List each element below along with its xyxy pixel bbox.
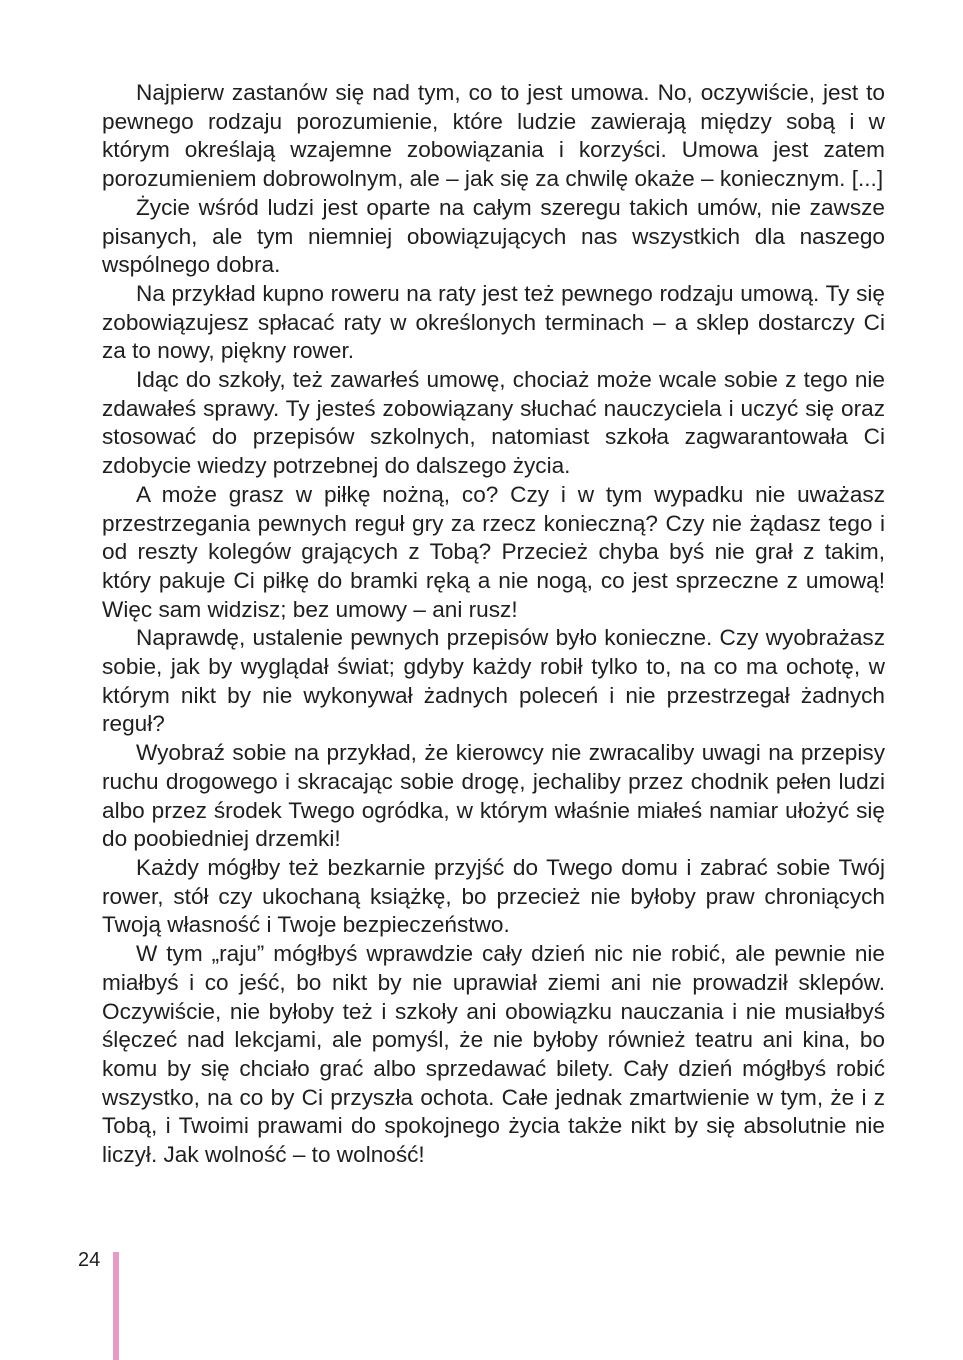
paragraph-5: A może grasz w piłkę nożną, co? Czy i w tym wypadku nie uważasz przestrzegania pewnych reguł gry za rzecz konieczną? Czy nie żądasz tego i od reszty kolegów grających z Tobą? Przecież chyba byś nie grał z takim, który pakuje Ci piłkę do bramki ręką a nie nogą, co jest sprzeczne z umową! Więc sam widzisz; bez umowy – ani rusz! bbox=[102, 481, 885, 622]
paragraph-8: Każdy mógłby też bezkarnie przyjść do Twego domu i zabrać sobie Twój rower, stół czy ukochaną książkę, bo przecież nie byłoby praw chroniących Twoją własność i Twoje bezpieczeństwo. bbox=[102, 854, 885, 938]
paragraph-2: Życie wśród ludzi jest oparte na całym szeregu takich umów, nie zawsze pisanych, ale tym niemniej obowiązujących nas wszystkich dla naszego wspólnego dobra. bbox=[102, 194, 885, 278]
paragraph-7: Wyobraź sobie na przykład, że kierowcy nie zwracaliby uwagi na przepisy ruchu drogowego i skracając sobie drogę, jechaliby przez chodnik pełen ludzi albo przez środek Twego ogródka, w którym właśnie miałeś namiar ułożyć się do poobiedniej drzemki! bbox=[102, 740, 885, 852]
paragraph-1: Najpierw zastanów się nad tym, co to jest umowa. No, oczywiście, jest to pewnego rodzaju porozumienie, które ludzie zawierają między sobą i w którym określają wzajemne zobowiązania i korzyści. Umowa jest zatem porozumieniem dobrowolnym, ale – jak się za chwilę okaże – koniecznym. [...] bbox=[102, 80, 885, 192]
paragraph-3: Na przykład kupno roweru na raty jest też pewnego rodzaju umową. Ty się zobowiązujesz spłacać raty w określonych terminach – a sklep dostarczy Ci za to nowy, piękny rower. bbox=[102, 280, 885, 364]
body-text bbox=[102, 79, 885, 1170]
margin-accent-bar bbox=[113, 1252, 119, 1360]
paragraph-6: Naprawdę, ustalenie pewnych przepisów było konieczne. Czy wyobrażasz sobie, jak by wyglądał świat; gdyby każdy robił tylko to, na co ma ochotę, w którym nikt by nie wykonywał żadnych poleceń i nie przestrzegał żadnych reguł? bbox=[102, 625, 885, 737]
page-number: 24 bbox=[78, 1249, 101, 1271]
paragraph-4: Idąc do szkoły, też zawarłeś umowę, chociaż może wcale sobie z tego nie zdawałeś sprawy. Ty jesteś zobowiązany słuchać nauczyciela i uczyć się oraz stosować do przepisów szkolnych, natomiast szkoła zagwarantowała Ci zdobycie wiedzy potrzebnej do dalszego życia. bbox=[102, 367, 885, 479]
paragraph-9: W tym „raju” mógłbyś wprawdzie cały dzień nic nie robić, ale pewnie nie miałbyś i co jeść, bo nikt by nie uprawiał ziemi ani nie prowadził sklepów. Oczywiście, nie byłoby też i szkoły ani obowiązku nauczania i nie musiałbyś ślęczeć nad lekcjami, ale pomyśl, że nie byłoby również teatru ani kina, bo komu by się chciało grać albo sprzedawać bilety. Cały dzień mógłbyś robić wszystko, na co by Ci przyszła ochota. Całe jednak zmartwienie w tym, że i z Tobą, i Twoimi prawami do spokojnego życia także nikt by się absolutnie nie liczył. Jak wolność – to wolność! bbox=[102, 941, 885, 1168]
